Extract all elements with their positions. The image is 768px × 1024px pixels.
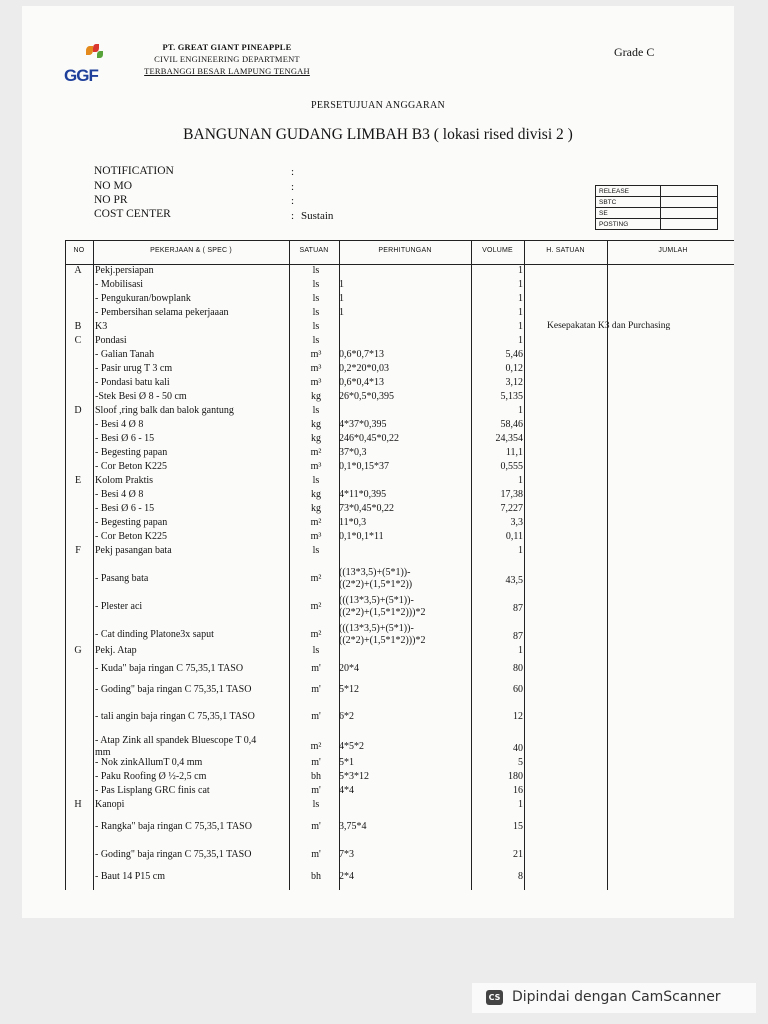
row-job: - Mobilisasi [95,279,144,290]
se-cell [661,208,718,219]
row-job: - Pengukuran/bowplank [95,293,191,304]
row-volume: 1 [518,545,523,556]
row-volume: 5,135 [500,391,523,402]
row-unit: m' [311,663,321,674]
row-volume: 21 [513,849,523,860]
row-job: - Atap Zink all spandek Bluescope T 0,4 [95,735,257,746]
row-volume: 1 [518,279,523,290]
row-job: - Cat dinding Platone3x saput [95,629,214,640]
row-calc: 26*0,5*0,395 [339,391,394,402]
row-unit: ls [312,265,320,276]
row-unit: ls [312,279,320,290]
row-unit: ls [312,799,320,810]
row-volume: 1 [518,265,523,276]
row-unit: m² [310,741,322,752]
row-unit: ls [312,335,320,346]
row-job: Sloof ,ring balk dan balok gantung [95,405,234,416]
table-top-line [65,240,734,241]
row-volume: 58,46 [500,419,523,430]
row-job: Kanopi [95,799,125,810]
row-job: - Cor Beton K225 [95,531,167,542]
row-unit: kg [311,489,321,500]
row-unit: ls [312,293,320,304]
grade-label: Grade C [614,45,655,59]
row-unit: kg [311,419,321,430]
row-volume: 11,1 [505,447,523,458]
se-label: SE [596,208,661,219]
row-calc: ((13*3,5)+(5*1))- [339,567,411,578]
document-title: BANGUNAN GUDANG LIMBAH B3 ( lokasi rised divisi 2 ) [183,126,573,143]
col-line [289,240,290,890]
row-no: C [74,335,82,346]
release-box [595,185,718,230]
row-unit: bh [311,771,321,782]
row-unit: m' [311,684,321,695]
row-job: - Kuda" baja ringan C 75,35,1 TASO [95,663,244,674]
col-header-satuan: SATUAN [299,247,329,254]
row-volume: 12 [513,711,523,722]
row-volume: 5 [518,757,523,768]
field-colon: : [291,166,295,178]
row-job-continued: mm [95,747,111,758]
row-job: K3 [95,321,108,332]
row-job: - Pasir urug T 3 cm [95,363,173,374]
row-job: - Besi 4 Ø 8 [95,419,144,430]
row-unit: ls [312,321,320,332]
row-volume: 43,5 [505,575,523,586]
row-volume: 80 [513,663,523,674]
col-line [93,240,94,890]
row-calc: (((13*3,5)+(5*1))- [339,595,414,606]
sbtc-label: SBTC [596,197,661,208]
release-cell [661,186,718,197]
row-job: - Begesting papan [95,517,168,528]
row-job: - Besi Ø 6 - 15 [95,433,155,444]
company-name: PT. GREAT GIANT PINEAPPLE [162,42,292,52]
field-label-notification: NOTIFICATION [94,165,174,177]
row-unit: m² [310,447,322,458]
row-volume: 1 [518,307,523,318]
row-no: H [74,799,82,810]
row-calc: 5*12 [339,684,359,695]
row-no: A [74,265,82,276]
row-unit: m² [310,629,322,640]
logo-text: GGF [64,66,98,85]
row-unit: m² [310,601,322,612]
row-volume: 40 [513,743,523,754]
row-unit: m³ [310,349,322,360]
row-job: - Cor Beton K225 [95,461,167,472]
row-job: - Pas Lisplang GRC finis cat [95,785,210,796]
row-volume: 3,3 [510,517,523,528]
row-volume: 1 [518,293,523,304]
row-calc: 4*11*0,395 [339,489,387,500]
row-calc: 37*0,3 [339,447,367,458]
field-label-no-pr: NO PR [94,194,128,206]
row-job: - Goding" baja ringan C 75,35,1 TASO [95,684,252,695]
camscanner-watermark [472,983,756,1013]
row-volume: 180 [508,771,523,782]
row-job: - Baut 14 P15 cm [95,871,165,882]
row-no: F [75,545,81,556]
row-unit: bh [311,871,321,882]
company-department: CIVIL ENGINEERING DEPARTMENT [154,54,300,64]
row-job: Pondasi [95,335,127,346]
row-calc: 1 [339,279,344,290]
row-unit: ls [312,405,320,416]
row-job: - Pembersihan selama pekerjaaan [95,307,229,318]
row-calc: 5*3*12 [339,771,369,782]
row-volume: 1 [518,799,523,810]
row-calc-continued: ((2*2)+(1,5*1*2)))*2 [339,607,426,618]
row-unit: m' [311,785,321,796]
col-line [524,240,525,890]
row-volume: 7,227 [500,503,523,514]
release-label: RELEASE [596,186,661,197]
row-unit: ls [312,307,320,318]
row-volume: 24,354 [495,433,523,444]
company-location: TERBANGGI BESAR LAMPUNG TENGAH [144,66,310,76]
field-colon: : [291,195,295,207]
row-calc: 4*4 [339,785,354,796]
row-unit: m² [310,517,322,528]
field-label-no-mo: NO MO [94,180,133,192]
row-job: Pekj pasangan bata [95,545,172,556]
row-volume: 1 [518,405,523,416]
row-volume: 8 [518,871,523,882]
row-calc: 4*37*0,395 [339,419,387,430]
row-unit: m³ [310,377,322,388]
posting-label: POSTING [596,219,661,230]
row-calc: 0,2*20*0,03 [339,363,389,374]
row-job: - Besi Ø 6 - 15 [95,503,155,514]
row-calc: 3,75*4 [339,821,367,832]
row-job: - Plester aci [95,601,143,612]
row-job: - Besi 4 Ø 8 [95,489,144,500]
col-header-volume: VOLUME [482,247,513,254]
row-unit: ls [312,475,320,486]
row-job: Pekj.persiapan [95,265,154,276]
row-volume: 5,46 [505,349,523,360]
row-volume: 15 [513,821,523,832]
row-calc: 7*3 [339,849,354,860]
row-unit: ls [312,645,320,656]
row-job: Kolom Praktis [95,475,154,486]
row-unit: m³ [310,461,322,472]
row-job: - Paku Roofing Ø ½-2,5 cm [95,771,207,782]
camscanner-logo-icon: CS [486,990,503,1005]
col-header-h-satuan: H. SATUAN [546,247,585,254]
row-calc-continued: ((2*2)+(1,5*1*2)) [339,579,413,590]
table-header-line [65,264,734,265]
row-unit: kg [311,391,321,402]
row-volume: 1 [518,321,523,332]
row-calc: 11*0,3 [339,517,367,528]
row-calc: 0,1*0,15*37 [339,461,389,472]
row-volume: 60 [513,684,523,695]
row-unit: m² [310,573,322,584]
row-unit: kg [311,433,321,444]
row-no: B [74,321,82,332]
row-no: D [74,405,82,416]
row-volume: 3,12 [505,377,523,388]
row-no: E [74,475,82,486]
row-job: - Pasang bata [95,573,149,584]
row-volume: 1 [518,475,523,486]
row-job: - Rangka" baja ringan C 75,35,1 TASO [95,821,252,832]
row-no: G [74,645,82,656]
row-calc: 20*4 [339,663,359,674]
row-calc: 246*0,45*0,22 [339,433,399,444]
row-unit: m' [311,711,321,722]
row-volume: 87 [513,603,523,614]
row-job: - Nok zinkAllumT 0,4 mm [95,757,203,768]
field-value-cost-center: Sustain [301,210,334,222]
row-volume: 0,11 [505,531,523,542]
row-job: - Begesting papan [95,447,168,458]
row-calc: 0,1*0,1*11 [339,531,384,542]
row-calc: 1 [339,307,344,318]
sbtc-cell [661,197,718,208]
col-header-perhitungan: PERHITUNGAN [378,247,432,254]
row-calc: (((13*3,5)+(5*1))- [339,623,414,634]
field-colon: : [291,210,295,222]
row-calc: 6*2 [339,711,354,722]
row-volume: 0,555 [500,461,523,472]
col-header-jumlah: JUMLAH [658,247,688,254]
field-colon: : [291,181,295,193]
row-job: -Stek Besi Ø 8 - 50 cm [95,391,187,402]
row-calc: 1 [339,293,344,304]
col-header-pekerjaan: PEKERJAAN & ( SPEC ) [150,247,232,254]
posting-cell [661,219,718,230]
row-calc: 73*0,45*0,22 [339,503,394,514]
row-calc: 0,6*0,7*13 [339,349,384,360]
row-volume: 16 [513,785,523,796]
row-volume: 87 [513,631,523,642]
row-job: - Galian Tanah [95,349,155,360]
camscanner-text: Dipindai dengan CamScanner [512,989,721,1005]
row-calc: 2*4 [339,871,354,882]
row-unit: kg [311,503,321,514]
row-job: - tali angin baja ringan C 75,35,1 TASO [95,711,255,722]
row-volume: 1 [518,645,523,656]
row-job: - Goding" baja ringan C 75,35,1 TASO [95,849,252,860]
row-unit: m' [311,821,321,832]
approval-label: PERSETUJUAN ANGGARAN [310,100,446,111]
row-calc: 5*1 [339,757,354,768]
row-unit: m³ [310,363,322,374]
row-unit: m' [311,849,321,860]
row-job: Pekj. Atap [95,645,137,656]
row-volume: 1 [518,335,523,346]
row-calc: 4*5*2 [339,741,364,752]
k3-note: Kesepakatan K3 dan Purchasing [547,321,671,331]
col-line [607,240,608,890]
row-calc-continued: ((2*2)+(1,5*1*2)))*2 [339,635,426,646]
col-header-no: NO [73,247,85,254]
row-job: - Pondasi batu kali [95,377,170,388]
row-volume: 0,12 [505,363,523,374]
row-unit: m³ [310,531,322,542]
document-page [22,6,734,918]
row-unit: m' [311,757,321,768]
row-unit: ls [312,545,320,556]
row-volume: 17,38 [500,489,523,500]
field-label-cost-center: COST CENTER [94,208,171,220]
row-calc: 0,6*0,4*13 [339,377,384,388]
